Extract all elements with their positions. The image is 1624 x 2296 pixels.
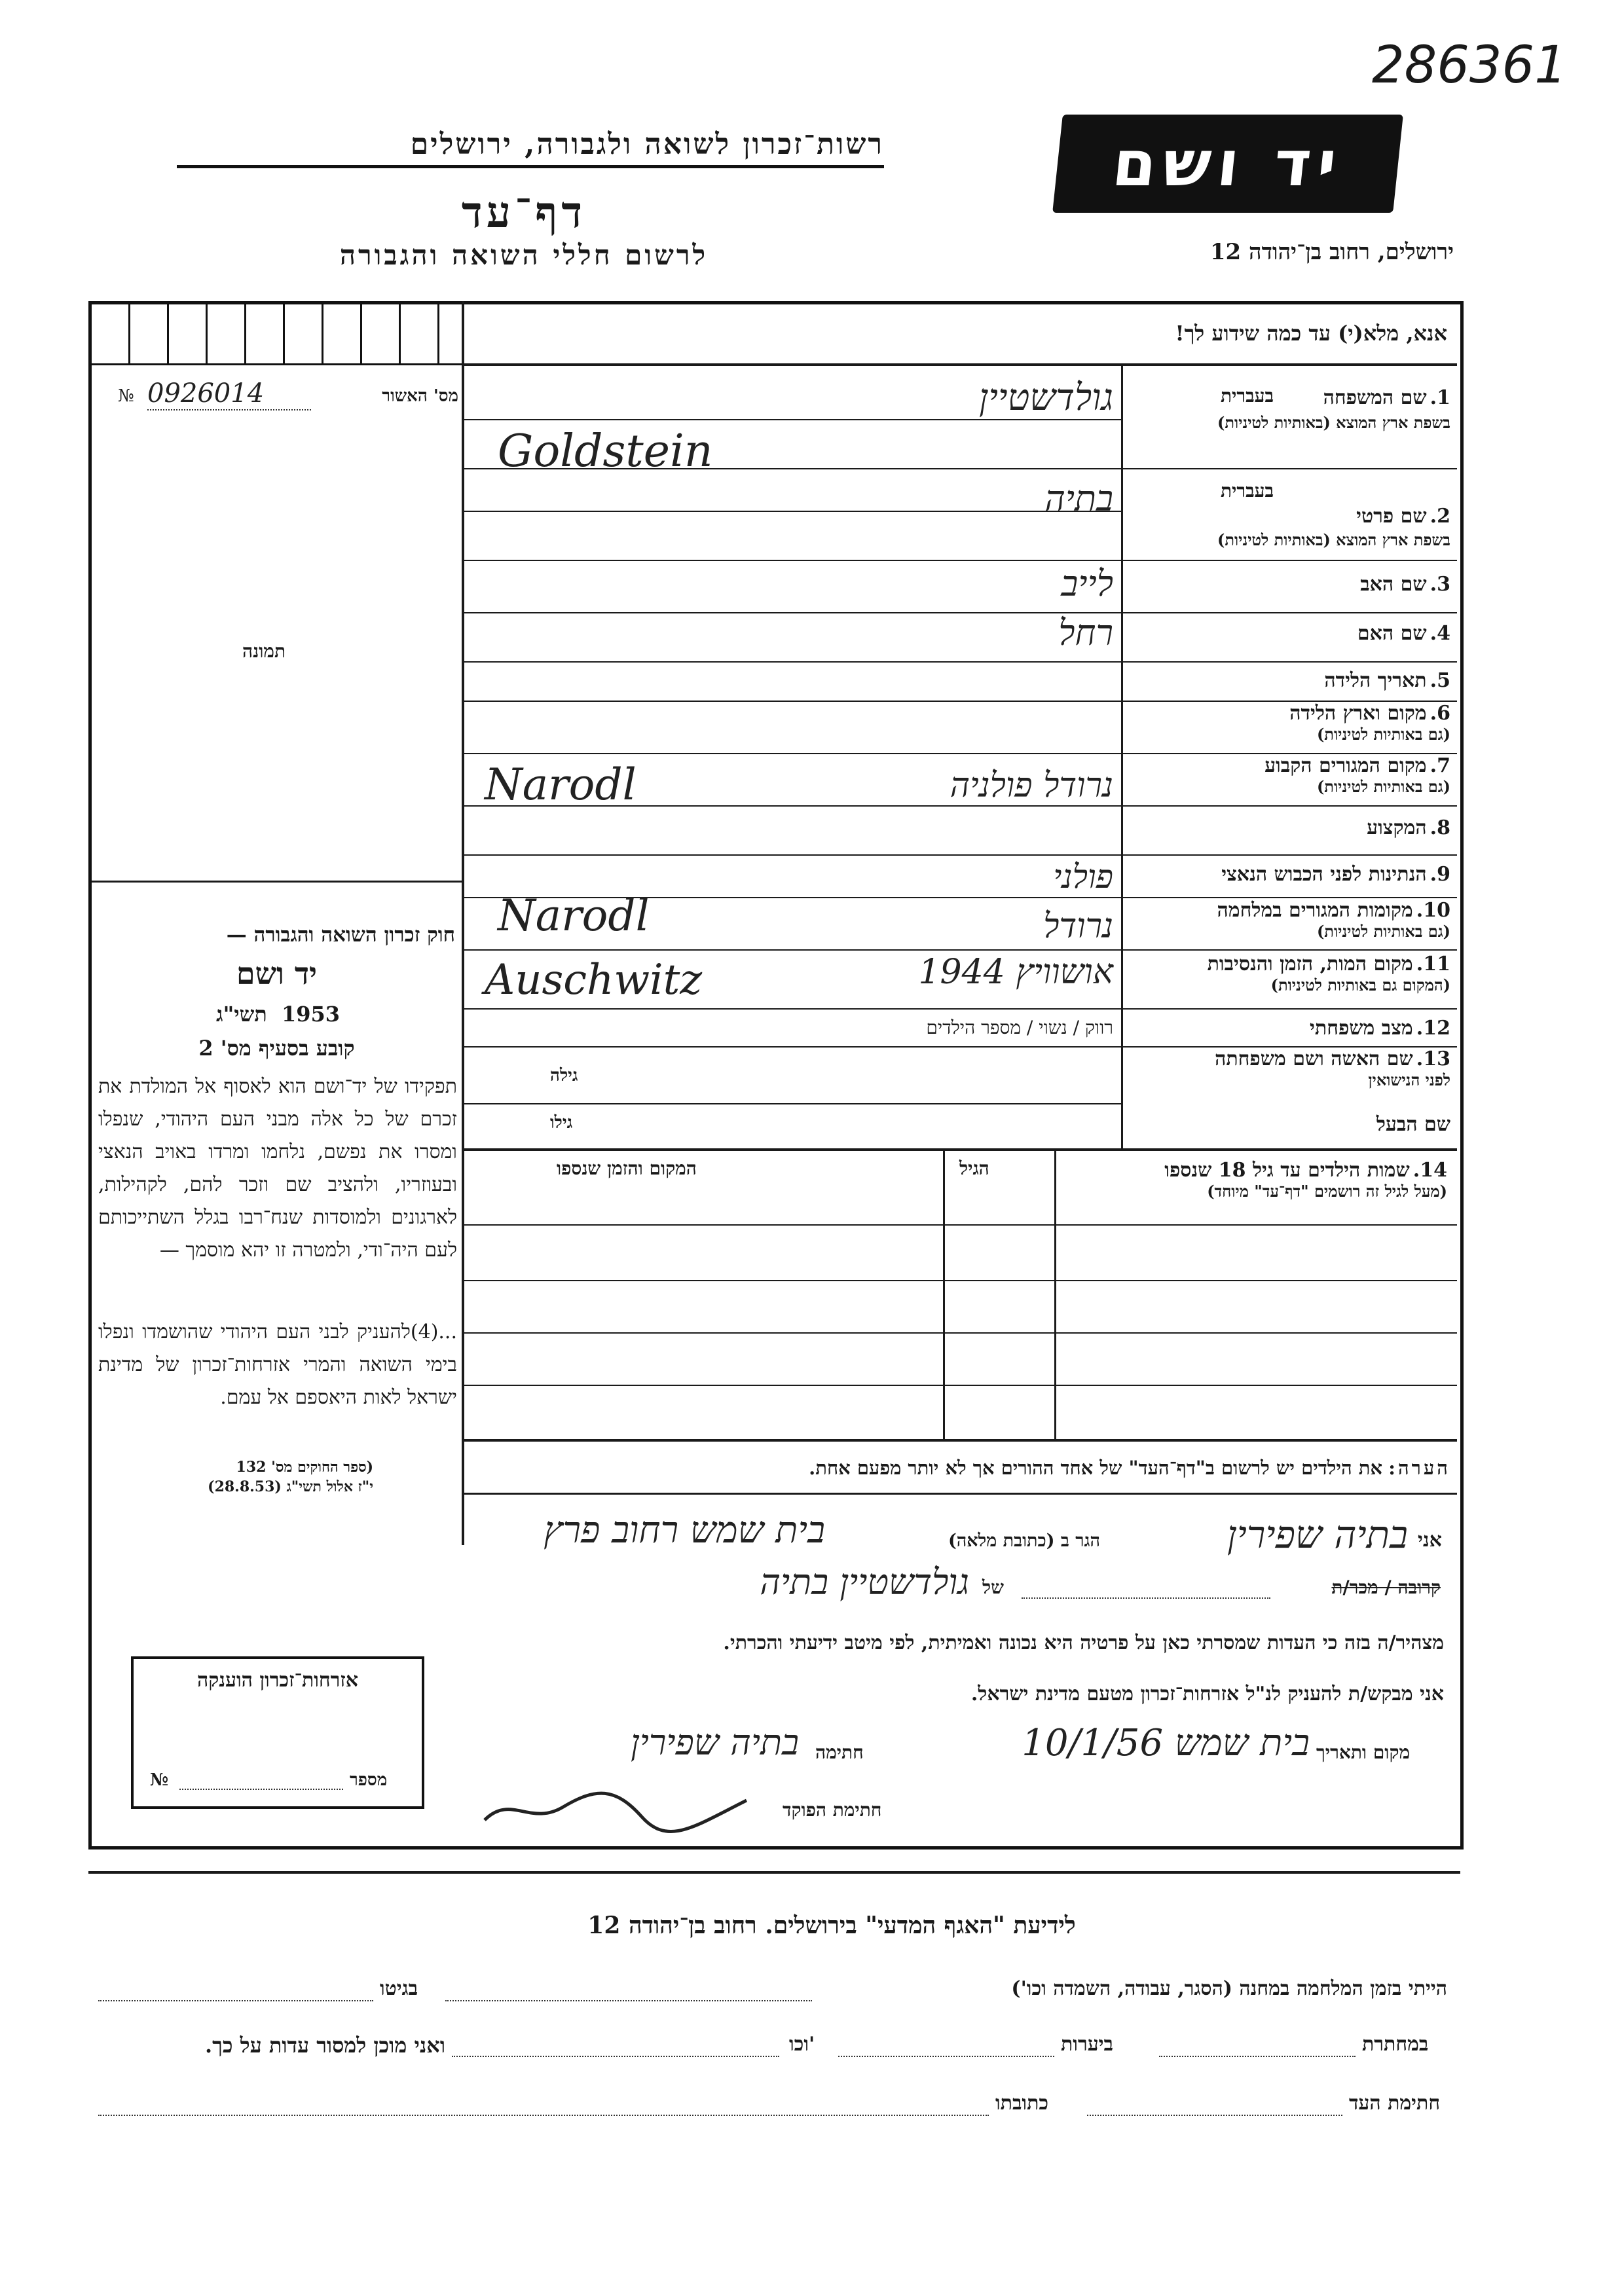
field-7-num: 7. (1430, 754, 1450, 777)
citizenship-number-label: מספר (350, 1770, 388, 1790)
decl-witness-name: בתיה שפירין (1227, 1512, 1408, 1557)
decl-signature-label: חתימה (815, 1741, 864, 1763)
decl-signature-value: בתיה שפירין (630, 1722, 799, 1763)
field-6-sub: (גם באותיות לטיניות) (1316, 725, 1450, 744)
field-11-num: 11. (1416, 953, 1450, 975)
law-clause: קובע בסעיף מס' 2 (198, 1036, 355, 1061)
approval-value: 0926014 (147, 378, 265, 409)
law-year-hebrew: תשי"ג (216, 1002, 267, 1027)
approval-no-symbol: № (118, 386, 134, 406)
decl-of-label: של (982, 1576, 1004, 1598)
field-13-age: גילה (550, 1066, 578, 1085)
field-12-label: מצב משפחתי (1310, 1017, 1413, 1040)
husband-label: שם הבעל (1376, 1113, 1450, 1136)
field-1-sub: בשפת ארץ המוצא (באותיות לטיניות) (1217, 413, 1450, 432)
approval-label: מס' האשור (382, 386, 458, 406)
field-10-num: 10. (1416, 899, 1450, 922)
archive-number: 286361 (1372, 36, 1567, 95)
field-7-value-lat: Narodl (485, 759, 637, 810)
decl-request: אני מבקש/ת להעניק לנ"ל אזרחות־זכרון מטעם מדינת ישראל. (970, 1683, 1444, 1705)
law-ref: (ספר החוקים מס' 132 (236, 1459, 373, 1476)
field-11-label: מקום המות, הזמן והנסיבות (1207, 953, 1413, 975)
field-4-num: 4. (1430, 622, 1450, 645)
field-1-label: שם המשפחה (1323, 386, 1427, 409)
field-2-side: בעברית (1220, 480, 1274, 501)
bottom-address-label: כתובתו (995, 2092, 1049, 2115)
law-name: יד ושם (236, 956, 318, 991)
note-title: הערה: (1388, 1457, 1450, 1479)
field-4-value: רחל (1058, 612, 1113, 653)
field-2-num: 2. (1430, 505, 1450, 528)
intro-text: אנא, מלא(י) עד כמה שידוע לך! (1175, 321, 1447, 346)
field-6 (1126, 702, 1450, 744)
tick-ruler (92, 304, 462, 365)
field-5-num: 5. (1430, 669, 1450, 692)
decl-relation-value: גולדשטיין בתיה (760, 1561, 969, 1603)
field-5 (1126, 669, 1450, 692)
field-13-num: 13. (1416, 1048, 1450, 1070)
field-7-sub: (גם באותיות לטיניות) (1316, 777, 1450, 796)
field-4-label: שם האם (1357, 622, 1427, 645)
field-13-sub: לפני הנישואין (1368, 1070, 1450, 1089)
bottom-underground-label: במחתרת (1362, 2033, 1429, 2056)
children-sub: (מעל לגיל זה רושמים "דף־עד" מיוחד) (1207, 1182, 1447, 1201)
law-year: 1953 (282, 1002, 341, 1027)
children-num: 14. (1412, 1159, 1447, 1182)
field-11-value-he: אושוויץ 1944 (918, 953, 1113, 992)
yad-vashem-logo (1052, 115, 1403, 213)
decl-relation-label: קרובה / מכר/ת (1331, 1576, 1441, 1598)
bottom-ready-text: ואני מוכן למסור עדות על כך. (204, 2033, 445, 2058)
field-1-side: בעברית (1220, 385, 1274, 407)
law-title: חוק זכרון השואה והגבורה — (226, 923, 455, 947)
law-ref-date: י"ז אלול תשי"ג (28.8.53) (208, 1478, 373, 1495)
field-9-label: הנתינות לפני הכבוש הנאצי (1221, 863, 1427, 886)
note-text: את הילדים יש לרשום ב"דף־העד" של אחד ההורים אך לא יותר מפעם אחת. (809, 1457, 1383, 1479)
children-col-place: המקום והזמן שנספו (557, 1157, 697, 1179)
field-8-label: המקצוע (1367, 816, 1427, 839)
field-1-value-he: גולדשטיין (978, 376, 1113, 419)
children-label: שמות הילדים עד גיל 18 שנספו (1164, 1159, 1410, 1182)
bottom-line1: הייתי בזמן המלחמה במחנה (הסגר, עבודה, השמדה וכו') (1011, 1977, 1447, 2000)
bottom-title: לידיעת "האגף המדעי" בירושלים. רחוב בן־יהודה 12 (587, 1912, 1076, 1939)
field-13-label: שם האשה ושם משפחתה (1215, 1048, 1413, 1070)
field-6-label: מקום וארץ הלידה (1289, 702, 1427, 725)
field-13 (1126, 1048, 1450, 1090)
authority-name: רשות־זכרון לשואה ולגבורה, ירושלים (177, 128, 884, 168)
field-7 (1126, 754, 1450, 797)
field-12 (1126, 1017, 1450, 1040)
field-7-label: מקום המגורים הקבוע (1264, 754, 1427, 777)
field-10-label: מקומות המגורים במלחמה (1217, 899, 1413, 922)
law-text-2: ...(4)להעניק לבני העם היהודי שהושמדו ונפלו בימי השואה והמרי אזרחות־זכרון של מדינת ישראל לאות היאספם אל עמם. (98, 1321, 457, 1409)
field-11 (1126, 953, 1450, 995)
field-3 (1126, 573, 1450, 596)
law-text: תפקידו של יד־ושם הוא לאסוף אל המולדת את זכרם של כל אלה מבני העם היהודי, שנפלו ומסרו את נפשם, נלחמו ומרדו באויב הנאצי ובעוזריו, ולהציב שם וזכר להם, לקהילות, לארגונים ולמוסדות שנח־רבו בגלל השתייכותם לעם היה־ודי, ולמטרה זו יהא מוסמך — (98, 1075, 457, 1262)
field-7-value-he: נרודל פולניה (950, 766, 1113, 805)
citizenship-number-symbol: № (150, 1770, 169, 1790)
citizenship-box-title: אזרחות־זכרון הוענקה (196, 1669, 359, 1692)
field-3-num: 3. (1430, 573, 1450, 596)
decl-address: בית שמש רחוב פרץ (544, 1509, 825, 1552)
field-11-sub: (המקום גם באותיות לטיניות) (1270, 975, 1450, 994)
field-1-num: 1. (1430, 386, 1450, 409)
field-12-num: 12. (1416, 1017, 1450, 1040)
field-11-value-lat: Auschwitz (485, 956, 703, 1004)
note (471, 1457, 1450, 1480)
logo-text: יד ושם (1109, 127, 1347, 200)
field-8 (1126, 816, 1450, 839)
form-title: דף־עד (461, 187, 587, 238)
decl-lives-label: הגר ב (כתובת מלאה) (948, 1531, 1100, 1551)
decl-i-label: אני (1418, 1529, 1442, 1552)
decl-official-label: חתימת הפוקד (783, 1799, 882, 1821)
husband-age: גילו (550, 1113, 573, 1133)
header-address: ירושלים, רחוב בן־יהודה 12 (1209, 239, 1454, 265)
bottom-forest-label: ביערות (1061, 2033, 1114, 2056)
decl-place-date-value: בית שמש 10/1/56 (1022, 1722, 1310, 1764)
field-5-label: תאריך הלידה (1324, 669, 1427, 692)
field-9 (1126, 863, 1450, 886)
field-4 (1126, 622, 1450, 645)
field-3-label: שם האב (1360, 573, 1427, 596)
citizenship-box (131, 1656, 424, 1809)
field-1 (1126, 386, 1450, 433)
children-col-age: הגיל (959, 1157, 989, 1179)
field-12-value: רווק / נשוי / מספר הילדים (926, 1017, 1113, 1038)
decl-place-date-label: מקום ותאריך (1316, 1741, 1411, 1763)
bottom-etc-label: וכו' (789, 2033, 815, 2056)
field-2-value-he: בתיה (1044, 478, 1113, 519)
field-2-label: שם פרטי (1356, 505, 1427, 528)
children-section (1061, 1159, 1447, 1201)
field-1-value-lat: Goldstein (498, 426, 713, 477)
decl-statement: מצהיר/ה בזה כי העדות שמסרתי כאן על פרטיה היא נכונה ואמיתית, לפי מיטב ידיעתי והכרתי. (723, 1631, 1444, 1654)
field-10-value-he: נרודל (1043, 907, 1113, 946)
field-10-value-lat: Narodl (498, 890, 650, 941)
field-6-num: 6. (1430, 702, 1450, 725)
field-2-sub: בשפת ארץ המוצא (באותיות לטיניות) (1217, 530, 1450, 549)
field-2 (1126, 481, 1450, 550)
official-signature (471, 1781, 773, 1833)
field-3-value: לייב (1061, 563, 1113, 604)
bottom-witness-sig-label: חתימת העד (1349, 2092, 1441, 2115)
field-9-value: פולני (1053, 858, 1113, 896)
field-9-num: 9. (1430, 863, 1450, 886)
field-10-sub: (גם באותיות לטיניות) (1316, 922, 1450, 941)
photo-label: תמונה (242, 640, 286, 662)
form-subtitle: לרשום חללי השואה והגבורה (339, 239, 709, 271)
bottom-ghetto-label: בגיטו (380, 1977, 418, 2000)
field-8-num: 8. (1430, 816, 1450, 839)
field-10 (1126, 899, 1450, 941)
